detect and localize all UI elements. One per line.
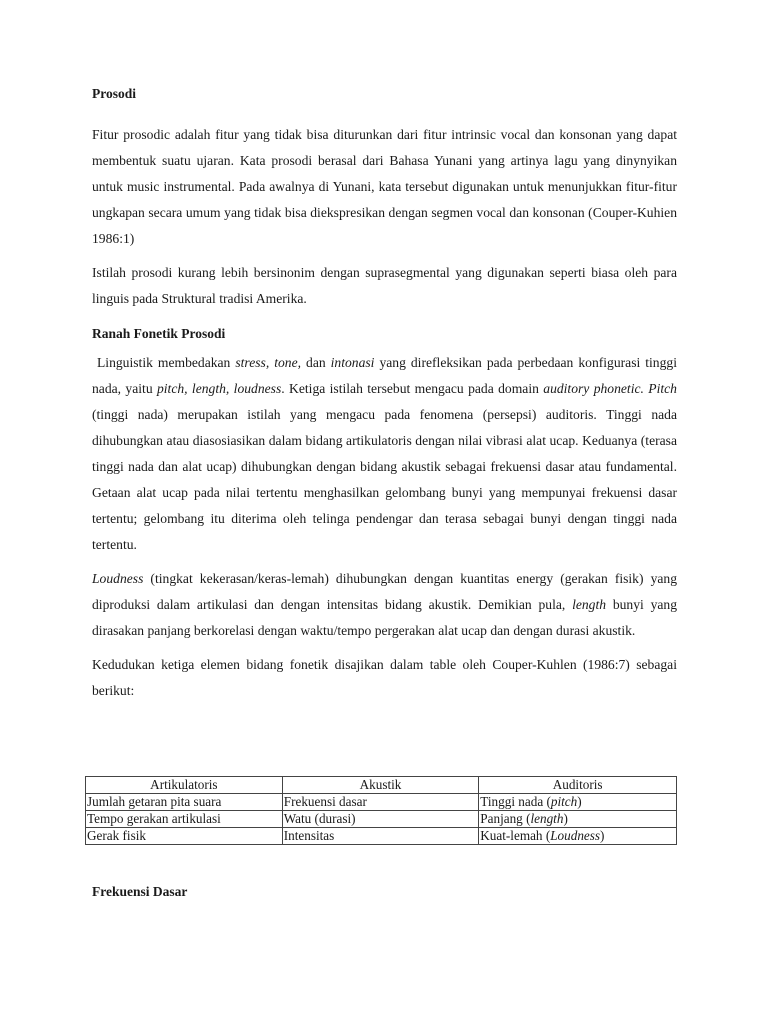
phonetic-table xyxy=(85,776,677,845)
table-header-cell: Auditoris xyxy=(479,777,677,794)
table-row xyxy=(86,794,677,811)
cell-emphasis: length xyxy=(530,811,564,826)
p3-emphasis-1: stress, tone, xyxy=(235,355,302,370)
heading-frekuensi-dasar: Frekuensi Dasar xyxy=(92,884,188,899)
cell-emphasis: pitch xyxy=(550,794,578,809)
p3-emphasis-2: intonasi xyxy=(330,355,375,370)
p4-text-1: (tingkat kekerasan/keras-lemah) dihubungkan dengan kuantitas energy (gerakan fisik) yang diproduksi dalam artikulasi dan dengan intensitas bidang akustik. Demikian pula, xyxy=(92,571,677,612)
table-cell: Frekuensi dasar xyxy=(282,794,479,811)
table-header-row xyxy=(86,777,677,794)
heading-ranah-fonetik-prosodi: Ranah Fonetik Prosodi xyxy=(92,326,226,341)
table-row xyxy=(86,811,677,828)
p4-text-2: bunyi yang dirasakan panjang berkorelasi dengan waktu/tempo pergerakan alat ucap dan dengan durasi akustik. xyxy=(92,597,677,638)
table-header-cell: Artikulatoris xyxy=(86,777,283,794)
p4-emphasis-1: Loudness xyxy=(92,571,144,586)
document-page xyxy=(92,86,677,704)
table-cell xyxy=(479,794,677,811)
cell-text: ) xyxy=(563,811,568,826)
cell-emphasis: Loudness xyxy=(550,828,601,843)
table-cell: Tempo gerakan artikulasi xyxy=(86,811,283,828)
paragraph-3 xyxy=(92,350,677,558)
cell-text: ) xyxy=(600,828,605,843)
paragraph-1: Fitur prosodic adalah fitur yang tidak bisa diturunkan dari fitur intrinsic vocal dan konsonan yang dapat membentuk suatu ujaran. Kata prosodi berasal dari Bahasa Yunani yang artinya lagu yang dinynyikan untuk music instrumental. Pada awalnya di Yunani, kata tersebut digunakan untuk menunjukkan fitur-fitur ungkapan secara umum yang tidak bisa diekspresikan dengan segmen vocal dan konsonan (Couper-Kuhien 1986:1) xyxy=(92,127,677,246)
table-cell: Intensitas xyxy=(282,828,479,845)
table-cell: Watu (durasi) xyxy=(282,811,479,828)
p3-text-1: Linguistik membedakan xyxy=(97,355,236,370)
table-cell xyxy=(479,828,677,845)
p3-text-3: yang direfleksikan pada perbedaan konfigurasi tinggi nada, yaitu xyxy=(92,355,677,396)
table-row xyxy=(86,828,677,845)
cell-text: Panjang ( xyxy=(480,811,531,826)
table-cell xyxy=(479,811,677,828)
paragraph-2: Istilah prosodi kurang lebih bersinonim dengan suprasegmental yang digunakan seperti biasa oleh para linguis pada Struktural tradisi Amerika. xyxy=(92,265,677,306)
p3-text-5: (tinggi nada) merupakan istilah yang mengacu pada fenomena (persepsi) auditoris. Tinggi nada dihubungkan atau diasosiasikan dalam bidang artikulatoris dengan nilai vibrasi alat ucap. Keduanya (terasa tinggi nada dan alat ucap) dihubungkan dengan bidang akustik sebagai frekuensi dasar atau fundamental. Getaan alat ucap pada nilai tertentu menghasilkan gelombang bunyi yang mempunyai frekuensi dasar tertentu; gelombang itu diterima oleh telinga pendengar dan terasa sebagai bunyi dengan tinggi nada tertentu. xyxy=(92,407,677,552)
p3-emphasis-4: auditory phonetic. Pitch xyxy=(543,381,677,396)
heading-prosodi: Prosodi xyxy=(92,86,137,101)
p3-text-2: dan xyxy=(301,355,331,370)
p3-emphasis-3: pitch, length, loudness xyxy=(156,381,282,396)
paragraph-4 xyxy=(92,566,677,644)
table-header-cell: Akustik xyxy=(282,777,479,794)
cell-text: ) xyxy=(577,794,582,809)
cell-text: Tinggi nada ( xyxy=(480,794,551,809)
p3-text-4: . Ketiga istilah tersebut mengacu pada domain xyxy=(281,381,544,396)
p4-emphasis-2: length xyxy=(572,597,607,612)
table-cell: Jumlah getaran pita suara xyxy=(86,794,283,811)
paragraph-5: Kedudukan ketiga elemen bidang fonetik disajikan dalam table oleh Couper-Kuhlen (1986:7) sebagai berikut: xyxy=(92,657,677,698)
table-cell: Gerak fisik xyxy=(86,828,283,845)
cell-text: Kuat-lemah ( xyxy=(480,828,551,843)
